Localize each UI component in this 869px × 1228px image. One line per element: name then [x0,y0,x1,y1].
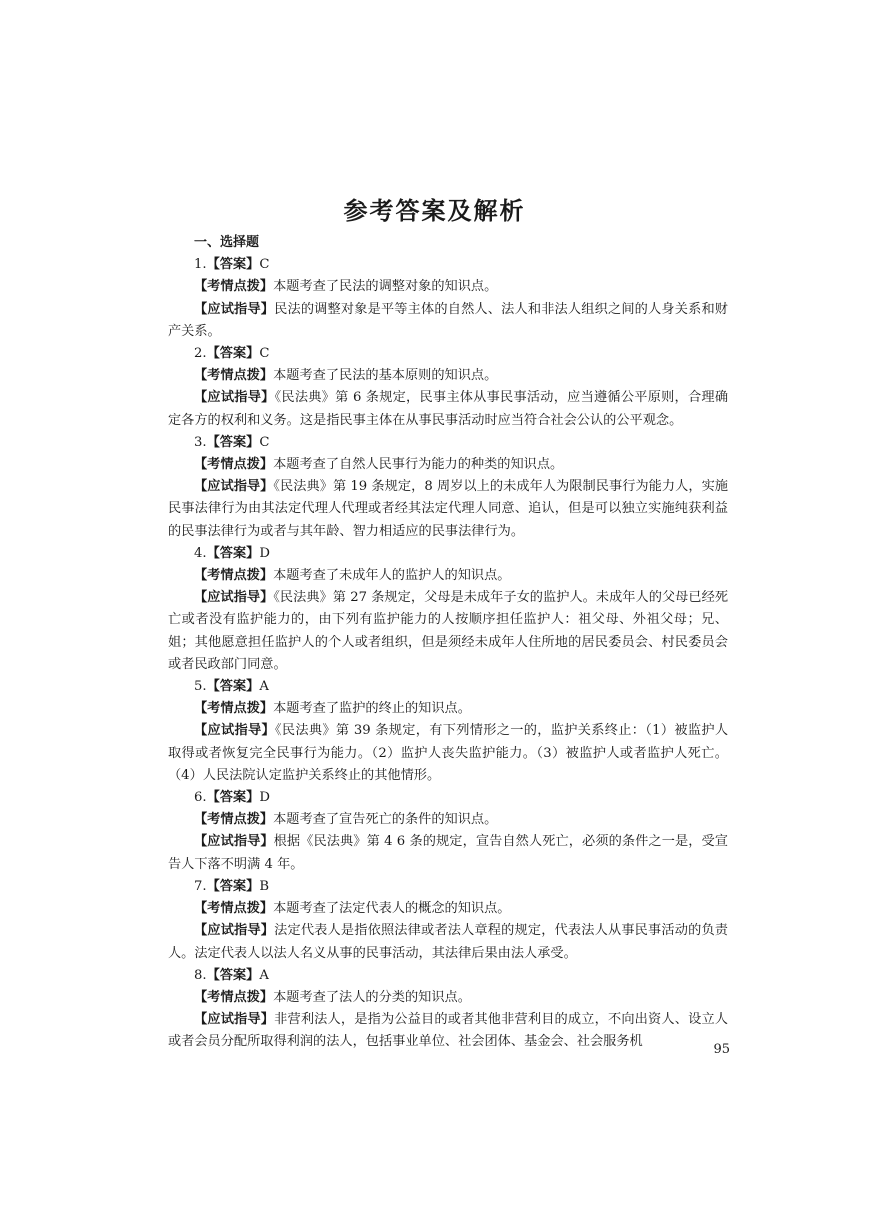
guide-tag: 【应试指导】 [194,301,275,317]
answer-content [168,232,728,1054]
analysis-text: 本题考查了法定代表人的概念的知识点。 [273,901,511,917]
answer-item [168,543,728,676]
answer-value: C [259,434,270,450]
analysis-text: 本题考查了未成年人的监护人的知识点。 [273,568,511,584]
page-title: 参考答案及解析 [343,197,526,225]
answer-value: A [259,679,269,695]
guide-tag: 【应试指导】 [194,834,274,850]
guide-text: 根据《民法典》第 4 6 条的规定，宣告自然人死亡，必须的条件之一是，受宣告人下落不明满 4 年。 [168,834,728,872]
analysis-line [168,454,728,476]
answer-line [168,254,728,276]
answer-line [168,432,728,454]
analysis-tag: 【考情点拨】 [194,568,274,584]
answer-item [168,965,728,1054]
answer-value: D [259,790,270,806]
guide-paragraph [168,1009,728,1053]
guide-paragraph [168,476,728,543]
question-number: 2. [194,346,207,362]
answer-tag: 【答案】 [206,346,260,362]
analysis-line [168,898,728,920]
guide-tag: 【应试指导】 [194,1012,275,1028]
answer-tag: 【答案】 [206,967,260,983]
answer-value: B [259,878,270,894]
guide-paragraph [168,831,728,875]
analysis-tag: 【考情点拨】 [194,989,274,1005]
guide-tag: 【应试指导】 [194,923,275,939]
answer-item [168,876,728,965]
answer-line [168,343,728,365]
analysis-text: 本题考查了自然人民事行为能力的种类的知识点。 [273,457,564,473]
question-number: 7. [194,878,207,894]
answer-value: C [259,257,270,273]
guide-tag: 【应试指导】 [194,590,274,606]
guide-text: 民法的调整对象是平等主体的自然人、法人和非法人组织之间的人身关系和财产关系。 [168,301,728,339]
section-heading: 一、选择题 [194,235,260,250]
answer-line [168,876,728,898]
analysis-text: 本题考查了民法的调整对象的知识点。 [273,279,498,295]
guide-text: 《民法典》第 27 条规定，父母是未成年子女的监护人。未成年人的父母已经死亡或者没有监护能力的，由下列有监护能力的人按顺序担任监护人：祖父母、外祖父母；兄、姐；其他愿意担任监护人的个人或者组织，但是须经未成年人住所地的居民委员会、村民委员会或者民政部门同意。 [168,590,729,672]
answer-item [168,787,728,876]
question-number: 5. [194,679,207,695]
guide-paragraph [168,720,728,787]
answer-item [168,676,728,787]
answer-tag: 【答案】 [206,878,260,894]
guide-text: 《民法典》第 6 条规定，民事主体从事民事活动，应当遵循公平原则，合理确定各方的权利和义务。这是指民事主体在从事民事活动时应当符合社会公认的公平观念。 [168,390,729,428]
answer-item [168,343,728,432]
answer-item [168,432,728,543]
guide-text: 非营利法人，是指为公益目的或者其他非营利目的成立，不向出资人、设立人或者会员分配所取得利润的法人，包括事业单位、社会团体、基金会、社会服务机 [168,1012,728,1050]
answer-list [168,254,728,1053]
analysis-line [168,809,728,831]
guide-paragraph [168,387,728,431]
answer-tag: 【答案】 [206,790,260,806]
analysis-line [168,987,728,1009]
guide-text: 法定代表人是指依照法律或者法人章程的规定，代表法人从事民事活动的负责人。法定代表人以法人名义从事的民事活动，其法律后果由法人承受。 [168,923,728,961]
analysis-tag: 【考情点拨】 [194,701,274,717]
guide-tag: 【应试指导】 [194,723,276,739]
analysis-tag: 【考情点拨】 [194,368,274,384]
analysis-line [168,365,728,387]
analysis-text: 本题考查了监护的终止的知识点。 [273,701,471,717]
analysis-text: 本题考查了法人的分类的知识点。 [273,989,471,1005]
question-number: 3. [194,434,207,450]
question-number: 8. [194,967,207,983]
answer-line [168,543,728,565]
question-number: 4. [194,545,207,561]
analysis-tag: 【考情点拨】 [194,457,274,473]
answer-item [168,254,728,343]
analysis-text: 本题考查了民法的基本原则的知识点。 [273,368,498,384]
answer-value: A [259,967,269,983]
guide-text: 《民法典》第 19 条规定，8 周岁以上的未成年人为限制民事行为能力人，实施民事法律行为由其法定代理人代理或者经其法定代理人同意、追认，但是可以独立实施纯获利益的民事法律行为或者与其年龄、智力相适应的民事法律行为。 [168,479,728,539]
answer-line [168,787,728,809]
answer-line [168,676,728,698]
page-number: 95 [713,1042,730,1057]
answer-tag: 【答案】 [206,434,260,450]
answer-value: D [259,545,270,561]
answer-value: C [259,346,270,362]
analysis-tag: 【考情点拨】 [194,812,274,828]
analysis-text: 本题考查了宣告死亡的条件的知识点。 [273,812,498,828]
analysis-tag: 【考情点拨】 [194,901,274,917]
question-number: 6. [194,790,207,806]
analysis-line [168,276,728,298]
question-number: 1. [194,257,207,273]
guide-paragraph [168,587,728,676]
guide-paragraph [168,299,728,343]
guide-tag: 【应试指导】 [194,479,274,495]
answer-tag: 【答案】 [206,679,260,695]
answer-line [168,965,728,987]
answer-tag: 【答案】 [206,545,260,561]
guide-paragraph [168,920,728,964]
answer-tag: 【答案】 [206,257,260,273]
guide-tag: 【应试指导】 [194,390,275,406]
analysis-tag: 【考情点拨】 [194,279,274,295]
analysis-line [168,565,728,587]
guide-text: 《民法典》第 39 条规定，有下列情形之一的，监护关系终止：（1）被监护人取得或者恢复完全民事行为能力。（2）监护人丧失监护能力。（3）被监护人或者监护人死亡。（4）人民法院认定监护关系终止的其他情形。 [168,723,729,783]
analysis-line [168,698,728,720]
